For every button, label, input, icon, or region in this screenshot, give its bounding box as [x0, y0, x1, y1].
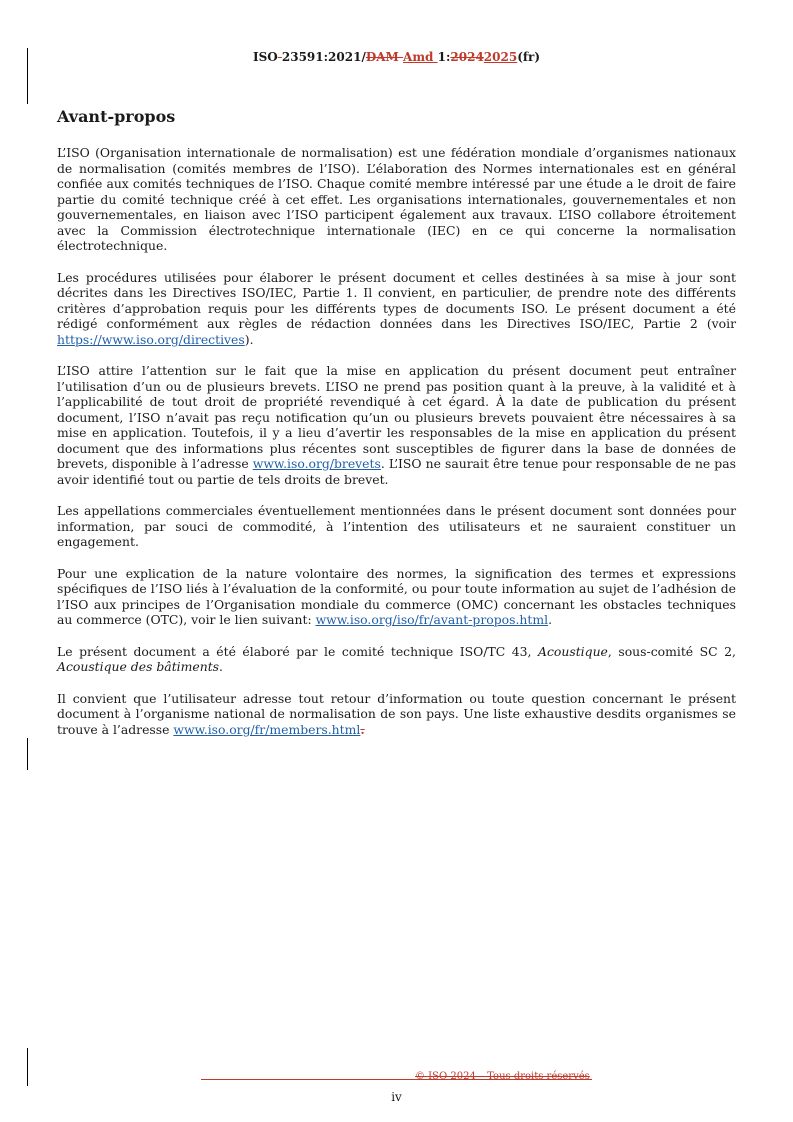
paragraph-end: . L’ISO ne saurait être tenue pour responsable de ne pas avoir identifié tout ou partie de tels droits de brevet.	[57, 456, 736, 487]
copyright-notice: © ISO 2024 – Tous droits réservés	[415, 1071, 590, 1082]
foreword-link[interactable]: www.iso.org/iso/fr/avant-propos.html	[315, 612, 549, 627]
amendment-deleted: DAM	[365, 50, 404, 64]
foreword-body	[57, 145, 736, 753]
year-inserted: 2025	[483, 50, 518, 64]
std-prefix: ISO	[252, 50, 278, 64]
paragraph-text: L’ISO attire l’attention sur le fait que la mise en application du présent document peut entraîner l’utilisation d’un ou de plusieurs brevets. L’ISO ne prend pas position quant à la preuve, à la validité et à l’applicabilité de tout droit de propriété revendiqué à cet égard. À la date de publication du présent document, l’ISO n’avait pas reçu notification qu’un ou plusieurs brevets pouvaient être nécessaires à sa mise en application. Toutefois, il y a lieu d’avertir les responsables de la mise en application du présent document que des informations plus récentes sont susceptibles de figurer dans la base de données de brevets, disponible à l’adresse	[57, 363, 736, 471]
paragraph-voluntary-nature	[57, 566, 736, 628]
paragraph-text: Il convient que l’utilisateur adresse tout retour d’information ou toute question concernant le présent document à l’organisme national de normalisation de son pays. Une liste exhaustive desdits organismes se trouve à l’adresse	[57, 690, 736, 737]
language-code: (fr)	[517, 50, 541, 64]
year-deleted: 2024	[450, 50, 484, 64]
paragraph-iso-intro: L’ISO (Organisation internationale de normalisation) est une fédération mondiale d’organismes nationaux de normalisation (comités membres de l’ISO). L’élaboration des Normes internationales est en général confiée aux comités techniques de l’ISO. Chaque comité membre intéressé par une étude a le droit de faire partie du comité technique créé à cet effet. Les organisations internationales, gouvernementales et non gouvernementales, en liaison avec l’ISO participent également aux travaux. L’ISO collabore étroitement avec la Commission électrotechnique internationale (IEC) en ce qui concerne la normalisation électrotechnique.	[57, 145, 736, 253]
paragraph-trade-names: Les appellations commerciales éventuellement mentionnées dans le présent document sont données pour information, par souci de commodité, à l’intention des utilisateurs et ne sauraient constituer un engagement.	[57, 503, 736, 549]
paragraph-committee	[57, 644, 736, 675]
committee-name: Acoustique	[538, 643, 608, 659]
page-number: iv	[391, 1090, 402, 1104]
paragraph-text: Les procédures utilisées pour élaborer le présent document et celles destinées à sa mise à jour sont décrites dans les Directives ISO/IEC, Partie 1. Il convient, en particulier, de prendre note des différents critères d’approbation requis pour les différents types de documents ISO. Le présent document a été rédigé conformément aux règles de rédaction données dans les Directives ISO/IEC, Partie 2 (voir	[57, 269, 736, 331]
paragraph-text: Le présent document a été élaboré par le comité technique ISO/TC 43,	[57, 643, 539, 659]
subcommittee-name: Acoustique des bâtiments	[57, 659, 220, 674]
std-number: 23591:2021/	[281, 50, 366, 64]
section-title: Avant-propos	[57, 107, 176, 126]
change-bar-last-paragraph	[27, 738, 28, 770]
paragraph-procedures	[57, 270, 736, 348]
paragraph-feedback	[57, 691, 736, 738]
members-link[interactable]: www.iso.org/fr/members.html	[173, 721, 361, 737]
amendment-inserted: Amd	[403, 50, 438, 64]
paragraph-end: .	[219, 659, 223, 674]
document-header	[0, 50, 793, 64]
paragraph-end: ).	[244, 331, 254, 347]
amendment-number: 1:	[437, 50, 451, 64]
directives-link[interactable]: https://www.iso.org/directives	[57, 331, 245, 347]
paragraph-text: Pour une explication de la nature volontaire des normes, la signification des termes et expressions spécifiques de l’ISO liés à l’évaluation de la conformité, ou pour toute information au sujet de l’adhésion de l’ISO aux principes de l’Organisation mondiale du commerce (OMC) concernant les obstacles techniques au commerce (OTC), voir le lien suivant:	[57, 565, 736, 627]
paragraph-text: , sous-comité SC 2,	[607, 643, 736, 659]
patents-link[interactable]: www.iso.org/brevets	[252, 456, 381, 471]
paragraph-patents	[57, 363, 736, 487]
paragraph-end: .	[548, 612, 553, 627]
paragraph-end-deleted: .	[360, 721, 365, 737]
change-bar-footer	[27, 1048, 28, 1086]
